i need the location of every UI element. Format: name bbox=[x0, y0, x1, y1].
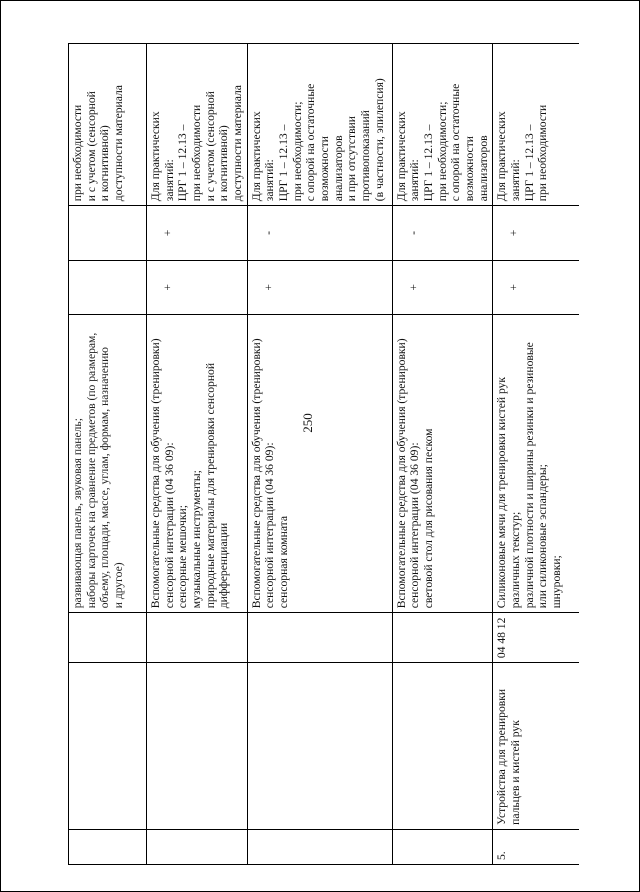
cell-number bbox=[247, 829, 392, 864]
note-line: (в частности, эпилепсия) bbox=[372, 78, 386, 202]
table-row bbox=[147, 44, 248, 865]
note-line: анализаторов bbox=[331, 135, 345, 202]
note-line: ЦРГ 1 – 12.13 – bbox=[277, 124, 291, 202]
cell-note bbox=[147, 44, 248, 206]
note-line: при необходимости; bbox=[435, 101, 449, 202]
note-line: и когнитивной) bbox=[217, 125, 231, 202]
desc-line: объему, площади, массе, углам, формам, назначению bbox=[98, 347, 112, 609]
cell-note bbox=[69, 44, 147, 206]
cell-device-name bbox=[392, 663, 493, 830]
note-line: возможности bbox=[318, 136, 332, 202]
cell-note bbox=[493, 44, 579, 206]
page-number: 250 bbox=[299, 413, 315, 433]
note-line: ЦРГ 1 – 12.13 – bbox=[522, 124, 536, 202]
cell-description bbox=[69, 315, 147, 613]
cell-device-name bbox=[493, 663, 579, 830]
cell-mark-1 bbox=[69, 260, 147, 314]
cell-mark-1: + bbox=[147, 260, 248, 314]
cell-code: 04 48 12 bbox=[493, 613, 579, 663]
cell-description bbox=[493, 315, 579, 613]
cell-device-name bbox=[247, 663, 392, 830]
note-line: и с учетом (сенсорной bbox=[84, 91, 98, 202]
note-line: при необходимости; bbox=[290, 101, 304, 202]
equipment-table bbox=[68, 43, 579, 865]
cell-mark-1: + bbox=[392, 260, 493, 314]
desc-line: Вспомогательные средства для обучения (тренировки) bbox=[149, 338, 162, 609]
desc-line: Вспомогательные средства для обучения (тренировки) bbox=[394, 338, 408, 609]
cell-description bbox=[147, 315, 248, 613]
rotated-sheet bbox=[68, 43, 579, 865]
cell-mark-2: + bbox=[493, 206, 579, 260]
note-line: при необходимости bbox=[190, 104, 204, 202]
note-line: при необходимости bbox=[71, 104, 84, 202]
cell-mark-2: + bbox=[147, 206, 248, 260]
cell-mark-1: + bbox=[493, 260, 579, 314]
cell-mark-2 bbox=[69, 206, 147, 260]
note-line: занятий: bbox=[509, 159, 523, 202]
desc-line: и другое) bbox=[112, 562, 126, 609]
desc-line: сенсорные мешочки; bbox=[176, 505, 190, 609]
name-line: Устройства для тренировки bbox=[495, 688, 509, 825]
note-line: возможности bbox=[463, 136, 477, 202]
note-line: ЦРГ 1 – 12.13 – bbox=[422, 124, 436, 202]
name-line: пальцев и кистей рук bbox=[509, 720, 523, 825]
note-line: доступности материала bbox=[231, 85, 245, 202]
note-line: противопоказаний bbox=[359, 110, 373, 202]
desc-line: музыкальные инструменты; bbox=[190, 470, 204, 609]
note-line: Для практических bbox=[394, 111, 408, 202]
cell-note bbox=[392, 44, 493, 206]
note-line: ЦРГ 1 – 12.13 – bbox=[176, 124, 190, 202]
cell-number bbox=[392, 829, 493, 864]
cell-device-name bbox=[69, 663, 147, 830]
desc-line: Вспомогательные средства для обучения (тренировки) bbox=[249, 338, 263, 609]
note-line: и когнитивной) bbox=[98, 125, 112, 202]
desc-line: или силиконовые эспандеры; bbox=[536, 464, 550, 609]
table-row bbox=[247, 44, 392, 865]
cell-note bbox=[247, 44, 392, 206]
note-line: Для практических bbox=[495, 111, 509, 202]
desc-line: природные материалы для тренировки сенсорной bbox=[203, 362, 217, 609]
desc-line: сенсорная комната bbox=[277, 515, 291, 609]
desc-line: различных текстур; bbox=[509, 511, 523, 609]
desc-line: наборы карточек на сравнение предметов (по размерам, bbox=[84, 332, 98, 609]
cell-code bbox=[69, 613, 147, 663]
note-line: и с учетом (сенсорной bbox=[203, 91, 217, 202]
cell-description bbox=[392, 315, 493, 613]
cell-code bbox=[147, 613, 248, 663]
note-line: с опорой на остаточные bbox=[304, 83, 318, 202]
desc-line: дифференциации bbox=[217, 522, 231, 609]
note-line: занятий: bbox=[408, 159, 422, 202]
cell-code bbox=[247, 613, 392, 663]
desc-line: развивающая панель, звуковая панель; bbox=[71, 418, 84, 609]
cell-mark-2: - bbox=[392, 206, 493, 260]
cell-number bbox=[69, 829, 147, 864]
cell-number: 5. bbox=[493, 829, 579, 864]
desc-line: сенсорной интеграции (04 36 09): bbox=[263, 442, 277, 609]
desc-line: шнуровки; bbox=[550, 555, 564, 609]
note-line: с опорой на остаточные bbox=[449, 83, 463, 202]
note-line: при необходимости bbox=[536, 104, 550, 202]
desc-line: световой стол для рисования песком bbox=[422, 428, 436, 609]
cell-number bbox=[147, 829, 248, 864]
note-line: Для практических bbox=[149, 111, 162, 202]
note-line: доступности материала bbox=[112, 85, 126, 202]
note-line: анализаторов bbox=[476, 135, 490, 202]
table-row bbox=[392, 44, 493, 865]
note-line: и при отсутствии bbox=[345, 116, 359, 202]
table-viewport bbox=[68, 43, 579, 865]
table-row bbox=[69, 44, 147, 865]
note-line: занятий: bbox=[162, 159, 176, 202]
note-line: занятий: bbox=[263, 159, 277, 202]
desc-line: сенсорной интеграции (04 36 09): bbox=[408, 442, 422, 609]
desc-line: различной плотности и ширины резинки и резиновые bbox=[522, 342, 536, 609]
table-row bbox=[493, 44, 579, 865]
cell-description bbox=[247, 315, 392, 613]
cell-code bbox=[392, 613, 493, 663]
cell-device-name bbox=[147, 663, 248, 830]
note-line: Для практических bbox=[249, 111, 263, 202]
cell-mark-2: - bbox=[247, 206, 392, 260]
desc-line: Силиконовые мячи для тренировки кистей рук bbox=[495, 376, 509, 609]
desc-line: сенсорной интеграции (04 36 09): bbox=[162, 442, 176, 609]
cell-mark-1: + bbox=[247, 260, 392, 314]
